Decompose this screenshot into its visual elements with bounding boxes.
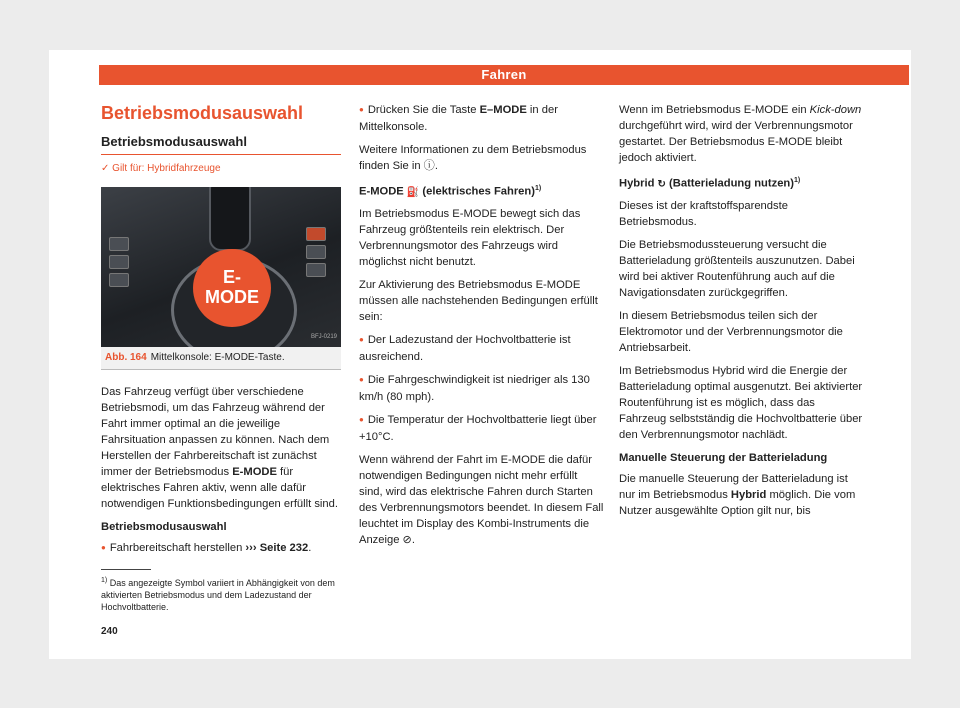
- list-item: ● Die Fahrgeschwindigkeit ist niedriger als 130 km/h (80 mph).: [359, 372, 604, 405]
- manual-page: [49, 50, 911, 659]
- paragraph: Dieses ist der kraftstoffsparendste Betriebsmodus.: [619, 199, 788, 228]
- paragraph: Die manuelle Steuerung der Batterieladung ist nur im Betriebsmodus Hybrid möglich. Die vom Nutzer ausgewählte Option gilt nur, bis: [619, 472, 856, 517]
- emode-key-label: E–MODE: [479, 104, 527, 116]
- footnote-divider: [101, 569, 151, 570]
- paragraph: Im Betriebsmodus Hybrid wird die Energie der Batterieladung optimal ausgenutzt. Bei aktivierter Routenführung ist es möglich, dass das Fahrzeug selbstständig die Hochvoltbatterie über den Verbrennungsmotor nachlädt.: [619, 364, 863, 441]
- figure-caption: Abb. 164 Mittelkonsole: E-MODE-Taste.: [101, 347, 341, 370]
- page-number: 240: [101, 626, 118, 637]
- column-left: [101, 102, 341, 564]
- list-item: ● Der Ladezustand der Hochvoltbatterie ist ausreichend.: [359, 332, 604, 365]
- subheading-mode-selection: Betriebsmodusauswahl: [101, 521, 227, 533]
- info-paragraph: Weitere Informationen zu dem Betriebsmodus finden Sie in ⓘ.: [359, 144, 587, 172]
- figure-code: BFJ-0219: [310, 334, 337, 340]
- plug-icon: ⛽: [406, 186, 420, 198]
- paragraph: Wenn im Betriebsmodus E-MODE ein Kick-down durchgeführt wird, wird der Verbrennungsmotor gestartet. Der Betriebsmodus E-MODE bleibt jedoch aktiviert.: [619, 104, 862, 164]
- footnote: $^{1)}$ Das angezeigte Symbol variiert in Abhängigkeit von dem aktivierten Betriebsmodus und dem Ladezustand der Hochvoltbatterie.: [101, 577, 335, 612]
- recycle-icon: ↻: [657, 178, 666, 190]
- page-reference-link[interactable]: ››› Seite 232: [245, 542, 309, 554]
- paragraph: Wenn während der Fahrt im E-MODE die dafür notwendigen Bedingungen nicht mehr erfüllt sind, wird das elektrische Fahren durch Starten des Verbrennungsmotors beendet. In diesem Fall leuchtet im Display des Kombi-Instruments die Anzeige ⊘.: [359, 453, 604, 546]
- gear-knob-shape: [209, 187, 251, 251]
- emode-callout: E- MODE: [193, 249, 271, 327]
- intro-paragraph: Das Fahrzeug verfügt über verschiedene Betriebsmodi, um das Fahrzeug während der Fahrt immer optimal an die jeweilige Fahrsituation anpassen zu können. Nach dem Herstellen der Fahrbereitschaft ist zunächst immer der Betriebsmodus E-MODE für elektrisches Fahren aktiv, wenn alle dafür notwendigen Funktionsbedingungen erfüllt sind.: [101, 386, 338, 510]
- subheading-hybrid: Hybrid ↻ (Batterieladung nutzen)$^{1)}$: [619, 173, 864, 193]
- list-item: ● Drücken Sie die Taste E–MODE in der Mittelkonsole.: [359, 102, 604, 135]
- list-item: ● Fahrbereitschaft herstellen ››› Seite 232.: [101, 540, 341, 557]
- check-icon: ✓: [101, 163, 113, 174]
- list-item: ● Die Temperatur der Hochvoltbatterie liegt über +10°C.: [359, 412, 604, 445]
- applies-note: ✓ Gilt für: Hybridfahrzeuge: [101, 163, 221, 174]
- paragraph: In diesem Betriebsmodus teilen sich der Elektromotor und der Verbrennungsmotor die Antriebsarbeit.: [619, 309, 843, 354]
- paragraph: Im Betriebsmodus E-MODE bewegt sich das Fahrzeug größtenteils rein elektrisch. Der Verbrennungsmotor des Fahrzeugs wird möglichst nicht benutzt.: [359, 207, 581, 268]
- column-right: [619, 102, 864, 526]
- page-title: Betriebsmodusauswahl: [101, 103, 304, 123]
- paragraph: Zur Aktivierung des Betriebsmodus E-MODE müssen alle nachstehenden Bedingungen erfüllt sein:: [359, 278, 598, 323]
- subheading-manual-control: Manuelle Steuerung der Batterieladung: [619, 451, 828, 464]
- column-middle: [359, 102, 604, 555]
- section-header: Fahren: [99, 65, 909, 85]
- section-subtitle: Betriebsmodusauswahl: [101, 134, 341, 155]
- subheading-emode: E-MODE ⛽ (elektrisches Fahren)$^{1)}$: [359, 181, 604, 201]
- figure-console-image: [101, 187, 341, 347]
- paragraph: Die Betriebsmodussteuerung versucht die Batterieladung größtenteils auszunutzen. Dabei wird bei aktiver Routenführung auch auf die Navigationsdaten zurückgegriffen.: [619, 238, 855, 299]
